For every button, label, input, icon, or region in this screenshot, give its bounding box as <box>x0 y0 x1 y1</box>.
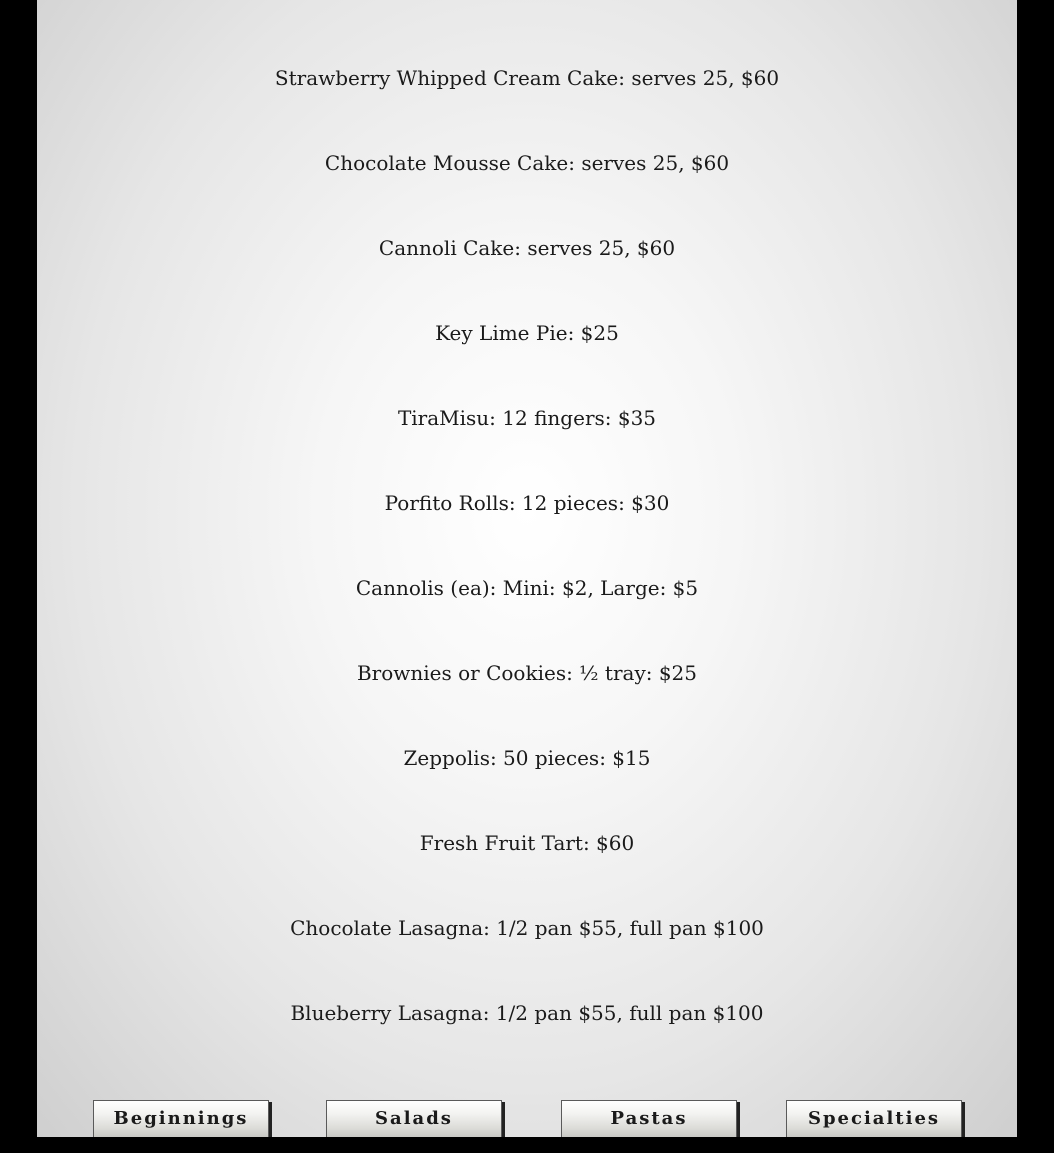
menu-item: TiraMisu: 12 fingers: $35 <box>397 406 657 430</box>
menu-page <box>37 0 1017 1137</box>
menu-item: Key Lime Pie: $25 <box>435 321 619 345</box>
menu-item: Chocolate Lasagna: 1/2 pan $55, full pan $100 <box>290 916 764 940</box>
menu-item: Blueberry Lasagna: 1/2 pan $55, full pan $100 <box>290 1001 764 1025</box>
menu-item: Cannoli Cake: serves 25, $60 <box>378 236 676 260</box>
menu-item: Chocolate Mousse Cake: serves 25, $60 <box>324 151 730 175</box>
dessert-menu-list <box>37 64 1017 1084</box>
menu-section-nav <box>37 1100 1017 1137</box>
menu-item: Cannolis (ea): Mini: $2, Large: $5 <box>355 576 699 600</box>
nav-button-specialties[interactable]: Specialties <box>786 1100 962 1137</box>
menu-item: Strawberry Whipped Cream Cake: serves 25, $60 <box>274 66 780 90</box>
nav-button-salads[interactable]: Salads <box>326 1100 502 1137</box>
menu-item: Fresh Fruit Tart: $60 <box>419 831 635 855</box>
nav-button-beginnings[interactable]: Beginnings <box>93 1100 269 1137</box>
nav-button-pastas[interactable]: Pastas <box>561 1100 737 1137</box>
menu-item: Porfito Rolls: 12 pieces: $30 <box>384 491 670 515</box>
menu-item: Brownies or Cookies: ½ tray: $25 <box>356 661 698 685</box>
menu-item: Zeppolis: 50 pieces: $15 <box>403 746 651 770</box>
